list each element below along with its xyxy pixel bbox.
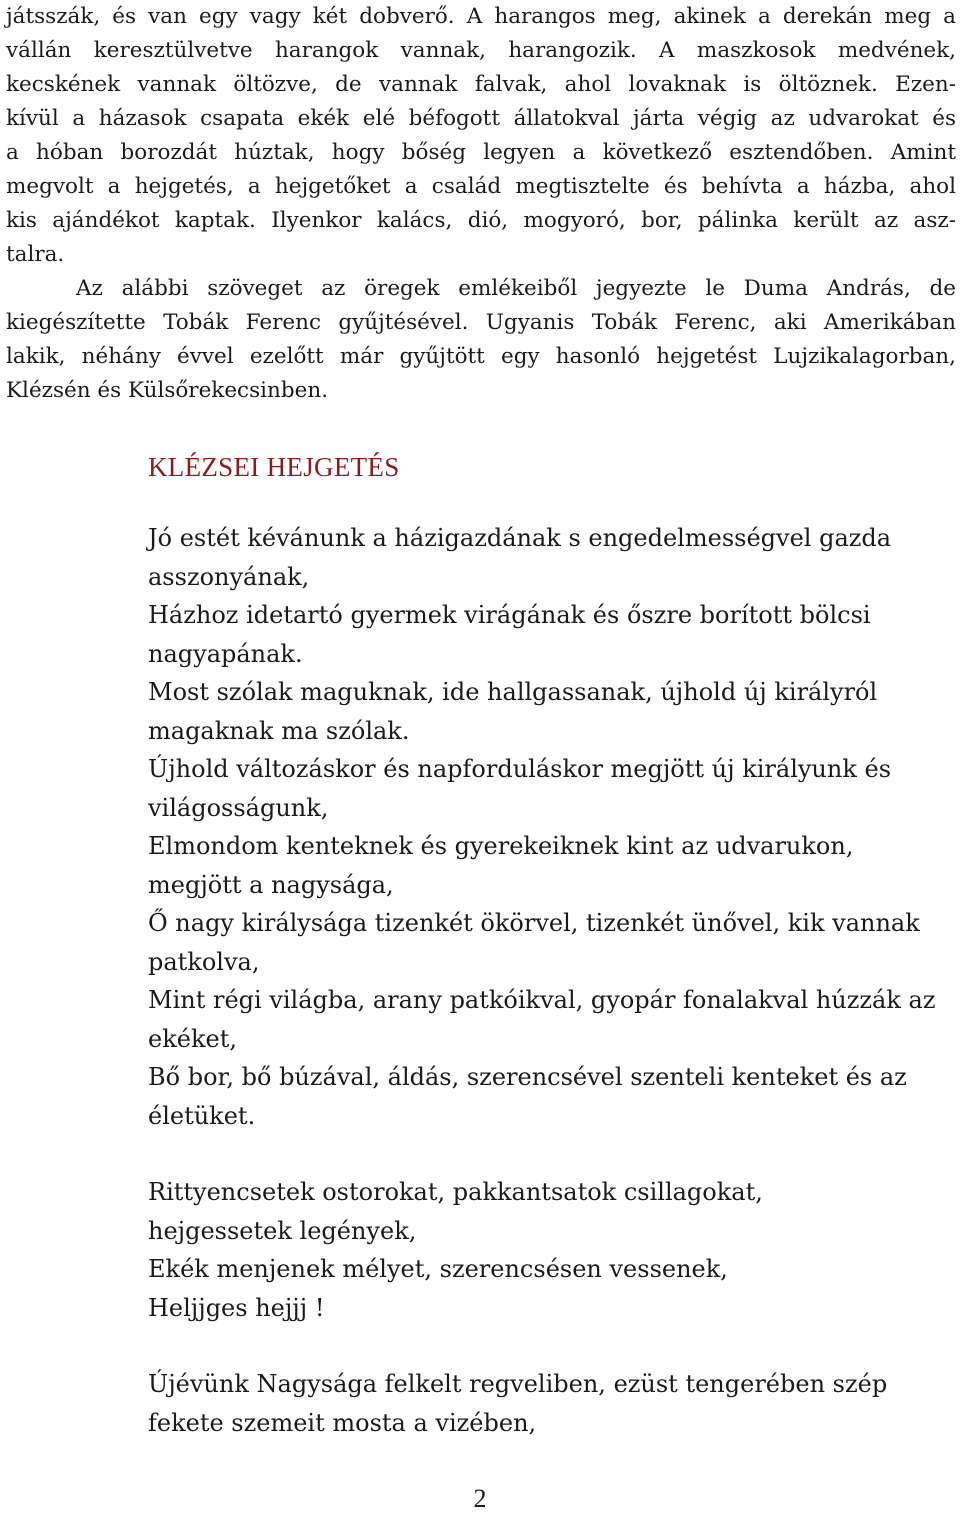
poem-line: magaknak ma szólak. xyxy=(148,716,410,745)
poem-line: hejgessetek legények, xyxy=(148,1216,417,1245)
poem-line: nagyapának. xyxy=(148,639,303,668)
poem-title: KLÉZSEI HEJGETÉS xyxy=(148,452,400,482)
poem-line: patkolva, xyxy=(148,947,260,976)
poem-line: világosságunk, xyxy=(148,793,329,822)
poem-line: Rittyencsetek ostorokat, pakkantsatok csillagokat, xyxy=(148,1178,763,1206)
intro-line: talra. xyxy=(6,242,65,267)
poem-line: megjött a nagysága, xyxy=(148,870,394,899)
poem-stanza-2 xyxy=(148,1173,948,1327)
intro-line: a hóban borozdát húztak, hogy bőség legyen a következő esztendőben. Amint xyxy=(6,140,956,165)
intro-line: megvolt a hejgetés, a hejgetőket a család megtisztelte és behívta a házba, ahol xyxy=(6,174,956,199)
poem-line: Házhoz idetartó gyermek virágának és őszre borított bölcsi xyxy=(148,601,871,629)
intro-line: kiegészítette Tobák Ferenc gyűjtésével. Ugyanis Tobák Ferenc, aki Amerikában xyxy=(6,310,956,335)
intro-line: vállán keresztülvetve harangok vannak, harangozik. A maszkosok medvének, xyxy=(6,38,956,63)
intro-line: játsszák, és van egy vagy két dobverő. A harangos meg, akinek a derekán meg a xyxy=(6,4,956,29)
poem-line: Újhold változáskor és napforduláskor megjött új királyunk és xyxy=(148,755,892,783)
intro-line: Az alábbi szöveget az öregek emlékeiből jegyezte le Duma András, de xyxy=(76,276,956,301)
intro-line: lakik, néhány évvel ezelőtt már gyűjtött egy hasonló hejgetést Lujzikalagorban, xyxy=(6,344,956,369)
poem-line: Ő nagy királysága tizenkét ökörvel, tizenkét ünővel, kik vannak xyxy=(148,909,920,937)
poem-line: Bő bor, bő búzával, áldás, szerencsével szenteli kenteket és az xyxy=(148,1063,907,1091)
poem-line: asszonyának, xyxy=(148,562,310,591)
intro-line: kívül a házasok csapata ekék elé béfogott állatokval járta végig az udvarokat és xyxy=(6,106,956,131)
intro-line: kis ajándékot kaptak. Ilyenkor kalács, dió, mogyoró, bor, pálinka került az asz- xyxy=(6,208,956,233)
poem-line: fekete szemeit mosta a vizében, xyxy=(148,1408,537,1437)
poem-line: Ekék menjenek mélyet, szerencsésen vessenek, xyxy=(148,1255,728,1283)
intro-line: Klézsén és Külsőrekecsinben. xyxy=(6,378,329,403)
poem-line: Elmondom kenteknek és gyerekeiknek kint az udvarukon, xyxy=(148,832,854,860)
poem-line: Mint régi világba, arany patkóikval, gyopár fonalakval húzzák az xyxy=(148,986,936,1014)
poem-line: Most szólak maguknak, ide hallgassanak, újhold új királyról xyxy=(148,678,878,706)
page-number: 2 xyxy=(473,1484,487,1513)
intro-line: kecskének vannak öltözve, de vannak falvak, ahol lovaknak is öltöznek. Ezen- xyxy=(6,72,956,97)
poem-stanza-1 xyxy=(148,519,948,1135)
intro-paragraphs xyxy=(6,0,956,408)
poem-line: ekéket, xyxy=(148,1024,237,1053)
poem-line: Jó estét kévánunk a házigazdának s engedelmességvel gazda xyxy=(148,524,892,552)
poem-line: életüket. xyxy=(148,1101,256,1130)
poem-stanza-3 xyxy=(148,1365,948,1442)
poem-line: Heljjges hejjj ! xyxy=(148,1293,325,1322)
poem-line: Újévünk Nagysága felkelt regveliben, ezüst tengerében szép xyxy=(148,1370,888,1398)
